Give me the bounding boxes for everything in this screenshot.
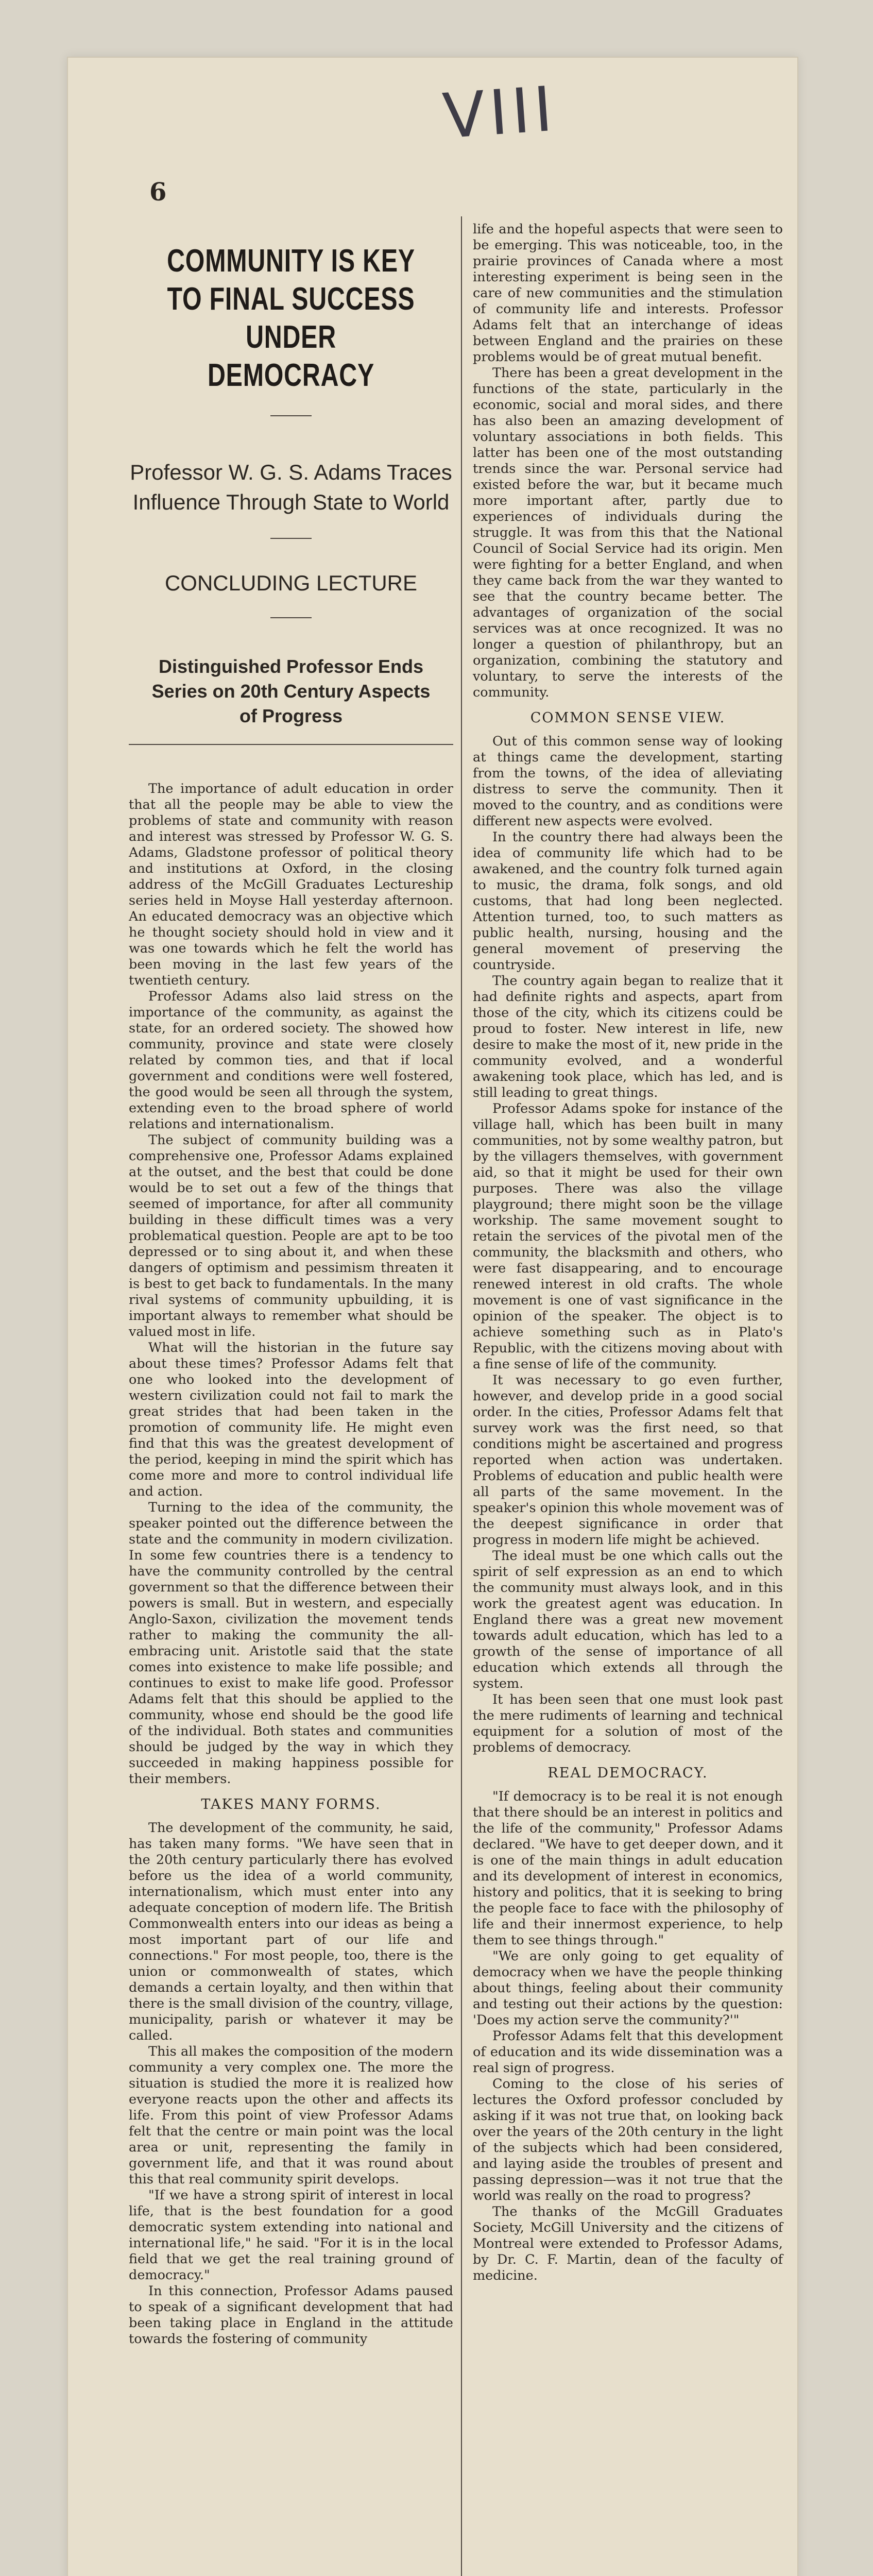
paragraph: In the country there had always been the idea of community life which had to be awakened, and the country folk turned again to music, the drama, folk songs, and old customs, that had long been neglected. Attention turned, too, to such matters as public health, nursing, housing and the general movement of preserving the countryside. [473,829,783,973]
article-body-left [129,781,453,2347]
paragraph: Coming to the close of his series of lectures the Oxford professor concluded by asking if it was not true that, on looking back over the years of the 20th century in the light of the subjects which had been considered, and laying aside the troubles of present and passing depression—was it not true that the world was really on the road to progress? [473,2076,783,2204]
concluding-lecture-deck: CONCLUDING LECTURE [164,571,418,595]
paragraph: The ideal must be one which calls out the spirit of self expression as an end to which the community must always look, and in this work the greatest agent was education. In England there was a great new movement towards adult education, which has led to a growth of the sense of importance of all education which extends all through the system. [473,1548,783,1691]
paragraph: Professor Adams spoke for instance of the village hall, which has been built in many communities, not by some wealthy patron, but by the villagers themselves, with government aid, so that it might be used for their own purposes. There was also the village playground; there might soon be the village workship. The same movement sought to retain the services of the pivotal men of the community, the blacksmith and others, who were fast disappearing, and to encourage renewed interest in old crafts. The whole movement is one of vast significance in the opinion of the speaker. The object is to achieve something such as in Plato's Republic, with the citizens moving about with a fine sense of life of the community. [473,1101,783,1372]
paragraph: life and the hopeful aspects that were seen to be emerging. This was noticeable, too, in the prairie provinces of Canada where a most interesting experiment is being seen in the care of new communities and the stimulation of community life and interests. Professor Adams felt that an interchange of ideas between England and the prairies on these problems would be of great mutual benefit. [473,222,783,365]
paragraph: The thanks of the McGill Graduates Society, McGill University and the citizens of Montreal were extended to Professor Adams, by Dr. C. F. Martin, dean of the faculty of medicine. [473,2204,783,2283]
left-column [129,216,453,2576]
paragraph: "If we have a strong spirit of interest in local life, that is the best foundation for a good democratic system extending into national and international life," he said. "For it is in the local field that we get the real training ground of democracy." [129,2188,453,2283]
summary-deck: Distinguished Professor Ends Series on 20th Century Aspects of Progress [151,656,431,726]
column-rule [461,216,462,2576]
divider [270,415,312,416]
paragraph: It has been seen that one must look past the mere rudiments of learning and technical equipment for a solution of most of the problems of democracy. [473,1692,783,1755]
paragraph: "We are only going to get equality of democracy when we have the people thinking about things, feeling about their community and testing out their actions by the question: 'Does my action serve the community?'" [473,1948,783,2028]
subheadline: Professor W. G. S. Adams Traces Influence Through State to World [130,460,452,514]
section-heading: TAKES MANY FORMS. [201,1797,381,1812]
paragraph: What will the historian in the future say about these times? Professor Adams felt that one who looked into the development of western civilization could not fail to mark the great strides that had been taken in the promotion of community life. He might even find that this was the greatest development of the period, keeping in mind the spirit which has come more and more to control individual life and action. [129,1340,453,1499]
paragraph: The importance of adult education in order that all the people may be able to view the problems of state and community with reason and interest was stressed by Professor W. G. S. Adams, Gladstone professor of political theory and institutions at Oxford, in the closing address of the McGill Graduates Lectureship series held in Moyse Hall yesterday afternoon. An educated democracy was an objective which he thought society should hold in view and it was one towards which he felt the world has been moving in the last few years of the twentieth century. [129,781,453,988]
paragraph: Out of this common sense way of looking at things came the development, starting from the towns, of the idea of alleviating distress to serve the community. Then it moved to the country, and as conditions were different new aspects were evolved. [473,734,783,829]
paragraph: Turning to the idea of the community, the speaker pointed out the difference between the state and the community in modern civilization. In some few countries there is a tendency to have the community controlled by the central government so that the difference between their powers is small. But in western, and especially Anglo-Saxon, civilization the movement tends rather to making the community the all-embracing unit. Aristotle said that the state comes into existence to make life possible; and continues to exist to make life good. Professor Adams felt that this should be applied to the community, whose end should be the good life of the individual. Both states and communities should be judged by the way in which they succeeded in making happiness possible for their members. [129,1500,453,1787]
right-column [473,222,783,2576]
paragraph: In this connection, Professor Adams paused to speak of a significant development that had been taking place in England in the attitude towards the fostering of community [129,2283,453,2347]
paragraph: The country again began to realize that it had definite rights and aspects, apart from those of the city, which its citizens could be proud to foster. New interest in life, new desire to make the most of it, new pride in the community evolved, and a wonderful awakening took place, which has led, and is still leading to great things. [473,973,783,1100]
paragraph: There has been a great development in the functions of the state, particularly in the economic, social and moral sides, and there has also been an amazing development of voluntary associations in both fields. This latter has been one of the most outstanding trends since the war. Personal service had existed before the war, but it became much more important after, partly due to experiences of individuals during the struggle. It was from this that the National Council of Social Service had its origin. Men were fighting for a better England, and when they came back from the war they wanted to see that the country became better. The advantages of organization of the social services was at once recognized. It was no longer a question of philanthropy, but an organization, combining the statutory and voluntary, to serve the interests of the community. [473,365,783,700]
divider [270,538,312,539]
pencil-annotation: VIII [440,73,559,153]
section-heading: REAL DEMOCRACY. [547,1765,708,1781]
divider [270,617,312,618]
headline: COMMUNITY IS KEY TO FINAL SUCCESS UNDER DEMOCRACY [167,243,415,393]
paragraph: This all makes the composition of the modern community a very complex one. The more the situation is studied the more it is realized how everyone reacts upon the other and affects its life. From this point of view Professor Adams felt that the centre or main point was the local area or unit, representing the family in government life, and that it was round about this that real community spirit develops. [129,2044,453,2187]
article-body-right [473,222,783,2284]
section-heading: COMMON SENSE VIEW. [530,710,726,726]
paragraph: Professor Adams felt that this development of education and its wide dissemination was a real sign of progress. [473,2028,783,2076]
paragraph: The subject of community building was a comprehensive one, Professor Adams explained at the outset, and the best that could be done would be to set out a few of the things that seemed of importance, for after all community building in these difficult times was a very problematical question. People are apt to be too depressed or to sing about it, and when these dangers of optimism and pessimism threaten it is best to get back to fundamentals. In the many rival systems of community upbuilding, it is important always to remember what should be valued most in life. [129,1132,453,1340]
page-number: 6 [149,178,167,207]
paragraph: The development of the community, he said, has taken many forms. "We have seen that in the 20th century particularly there has evolved before us the idea of a world community, internationalism, which must enter into any adequate conception of modern life. The British Commonwealth enters into our ideas as being a most important part of our life and connections." For most people, too, there is the union or commonwealth of states, which demands a certain loyalty, and then within that there is the small division of the country, village, municipality, parish or whatever it may be called. [129,1820,453,2043]
divider [129,744,453,745]
paragraph: Professor Adams also laid stress on the importance of the community, as against the state, for an ordered society. The showed how community, province and state were closely related by common ties, and that if local government and conditions were well fostered, the good would be seen all through the system, extending even to the broad sphere of world relations and internationalism. [129,989,453,1132]
paragraph: "If democracy is to be real it is not enough that there should be an interest in politics and the life of the community," Professor Adams declared. "We have to get deeper down, and it is one of the main things in adult education and its development of interest in economics, history and politics, that it is seeking to bring the people face to face with the philosophy of life and their innermost experience, to help them to see things through." [473,1789,783,1948]
paragraph: It was necessary to go even further, however, and develop pride in a good social order. In the cities, Professor Adams felt that survey work was the first need, so that conditions might be ascertained and progress reported when action was undertaken. Problems of education and public health were all parts of the same movement. In the speaker's opinion this whole movement was of the deepest significance in order that progress in modern life might be achieved. [473,1372,783,1548]
